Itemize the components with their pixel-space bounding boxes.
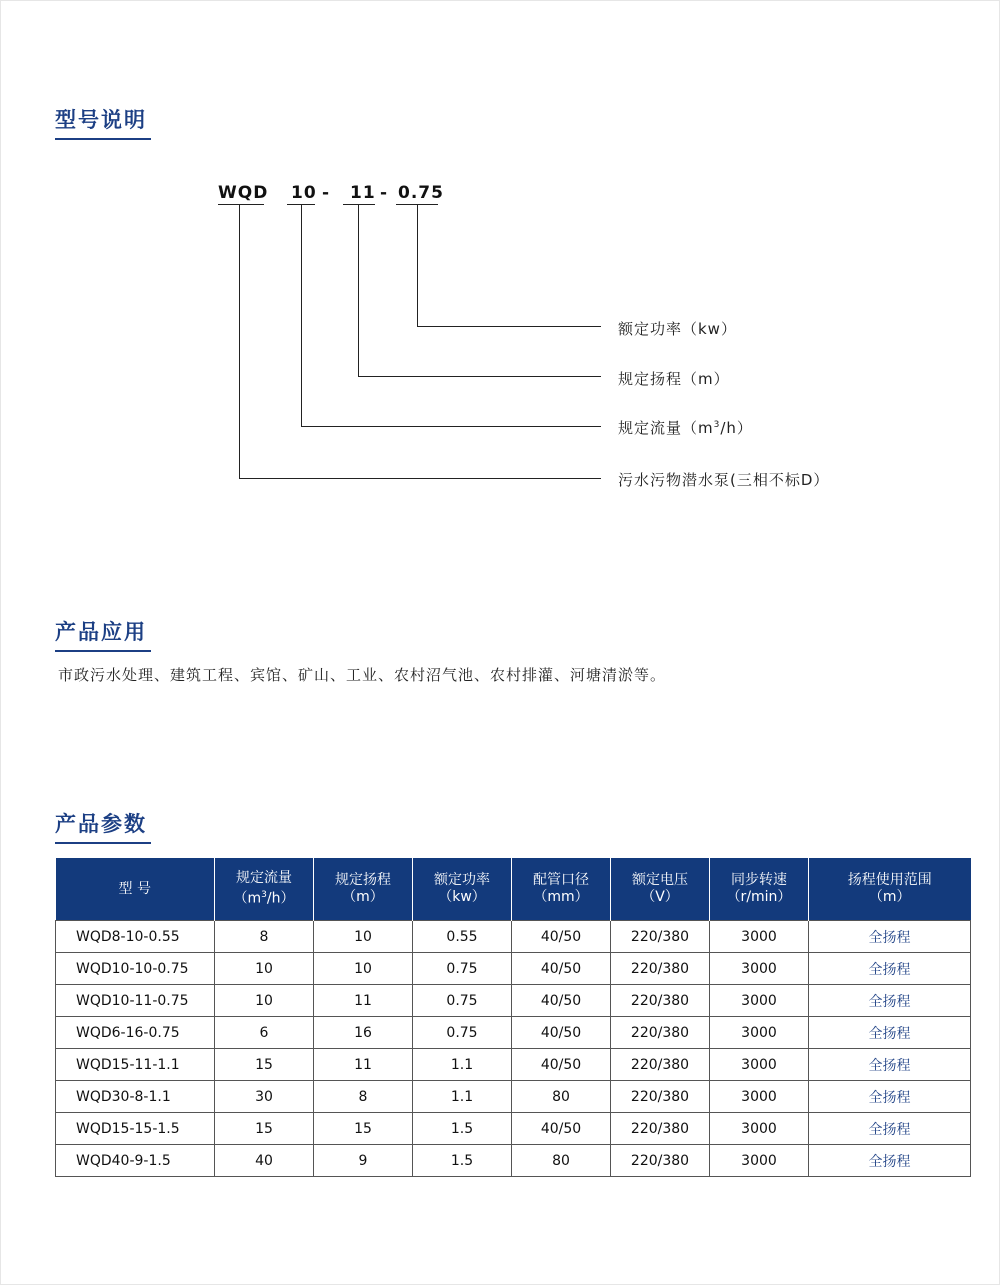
table-row — [56, 921, 971, 953]
cell-flow: 15 — [215, 1113, 314, 1145]
table-row — [56, 953, 971, 985]
code-separator-1: - — [322, 183, 331, 203]
header-flow-unit-prefix: （m — [233, 890, 262, 907]
application-text: 市政污水处理、建筑工程、宾馆、矿山、工业、农村沼气池、农村排灌、河塘清淤等。 — [58, 666, 667, 684]
cell-power: 0.75 — [413, 953, 512, 985]
connector-type-horizontal — [239, 478, 601, 479]
params-section-underline — [55, 842, 151, 844]
application-section-title: 产品应用 — [55, 620, 147, 644]
header-flow-label: 规定流量 — [236, 870, 292, 887]
cell-model: WQD30-8-1.1 — [56, 1081, 215, 1113]
connector-head-vertical — [358, 205, 359, 377]
cell-power: 1.1 — [413, 1049, 512, 1081]
cell-speed: 3000 — [710, 953, 809, 985]
cell-pipe: 40/50 — [512, 1017, 611, 1049]
cell-flow: 10 — [215, 985, 314, 1017]
cell-range: 全扬程 — [809, 1049, 971, 1081]
token-underline-head — [343, 204, 375, 205]
cell-range: 全扬程 — [809, 1081, 971, 1113]
header-range-label: 扬程使用范围 — [847, 872, 932, 888]
cell-speed: 3000 — [710, 1145, 809, 1177]
cell-head: 11 — [314, 985, 413, 1017]
table-row — [56, 1017, 971, 1049]
header-pipe — [512, 858, 611, 921]
cell-model: WQD10-11-0.75 — [56, 985, 215, 1017]
cell-power: 0.75 — [413, 1017, 512, 1049]
token-underline-type — [218, 204, 264, 205]
header-flow-unit-sup: 3 — [261, 890, 267, 901]
cell-power: 0.75 — [413, 985, 512, 1017]
cell-head: 11 — [314, 1049, 413, 1081]
table-row — [56, 985, 971, 1017]
label-rated-flow — [618, 417, 753, 438]
cell-range: 全扬程 — [809, 1113, 971, 1145]
header-speed-label: 同步转速 — [731, 872, 787, 888]
cell-pipe: 80 — [512, 1145, 611, 1177]
cell-pipe: 40/50 — [512, 921, 611, 953]
cell-model: WQD6-16-0.75 — [56, 1017, 215, 1049]
cell-range: 全扬程 — [809, 985, 971, 1017]
connector-head-horizontal — [358, 376, 601, 377]
cell-head: 8 — [314, 1081, 413, 1113]
cell-pipe: 40/50 — [512, 953, 611, 985]
header-voltage-unit: （V） — [641, 889, 679, 905]
connector-power-horizontal — [417, 326, 601, 327]
header-flow — [215, 858, 314, 921]
connector-flow-horizontal — [301, 426, 601, 427]
header-head — [314, 858, 413, 921]
cell-model: WQD10-10-0.75 — [56, 953, 215, 985]
code-token-flow: 10 — [291, 183, 317, 203]
table-row — [56, 1081, 971, 1113]
header-head-label: 规定扬程 — [335, 872, 391, 888]
table-row — [56, 1145, 971, 1177]
cell-speed: 3000 — [710, 1049, 809, 1081]
cell-model: WQD15-15-1.5 — [56, 1113, 215, 1145]
params-table — [55, 858, 971, 1177]
header-power-unit: （kw） — [438, 889, 486, 905]
cell-speed: 3000 — [710, 1017, 809, 1049]
label-rated-flow-prefix: 规定流量（m — [618, 419, 714, 437]
header-speed-unit: （r/min） — [726, 889, 792, 905]
code-token-type: WQD — [218, 183, 269, 203]
header-model-label: 型 号 — [118, 880, 151, 897]
cell-pipe: 80 — [512, 1081, 611, 1113]
header-power — [413, 858, 512, 921]
cell-power: 1.1 — [413, 1081, 512, 1113]
cell-voltage: 220/380 — [611, 1017, 710, 1049]
cell-voltage: 220/380 — [611, 1049, 710, 1081]
header-power-label: 额定功率 — [434, 872, 490, 888]
cell-flow: 40 — [215, 1145, 314, 1177]
cell-voltage: 220/380 — [611, 921, 710, 953]
cell-power: 1.5 — [413, 1145, 512, 1177]
cell-range: 全扬程 — [809, 921, 971, 953]
cell-range: 全扬程 — [809, 953, 971, 985]
header-range — [809, 858, 971, 921]
cell-flow: 10 — [215, 953, 314, 985]
cell-pipe: 40/50 — [512, 1049, 611, 1081]
application-section-underline — [55, 650, 151, 652]
model-section-underline — [55, 138, 151, 140]
cell-speed: 3000 — [710, 921, 809, 953]
cell-power: 1.5 — [413, 1113, 512, 1145]
code-separator-2: - — [380, 183, 389, 203]
label-pump-type: 污水污物潜水泵(三相不标D） — [618, 471, 830, 489]
cell-head: 15 — [314, 1113, 413, 1145]
header-head-unit: （m） — [342, 889, 384, 905]
label-rated-head: 规定扬程（m） — [618, 370, 730, 388]
table-row — [56, 1049, 971, 1081]
header-model — [56, 858, 215, 921]
cell-model: WQD40-9-1.5 — [56, 1145, 215, 1177]
connector-power-vertical — [417, 205, 418, 327]
cell-head: 10 — [314, 921, 413, 953]
connector-flow-vertical — [301, 205, 302, 427]
header-speed — [710, 858, 809, 921]
cell-flow: 30 — [215, 1081, 314, 1113]
cell-flow: 15 — [215, 1049, 314, 1081]
header-voltage-label: 额定电压 — [632, 872, 688, 888]
cell-speed: 3000 — [710, 985, 809, 1017]
label-rated-power: 额定功率（kw） — [618, 320, 737, 338]
cell-range: 全扬程 — [809, 1145, 971, 1177]
table-row — [56, 1113, 971, 1145]
cell-flow: 6 — [215, 1017, 314, 1049]
cell-model: WQD8-10-0.55 — [56, 921, 215, 953]
table-body — [56, 921, 971, 1177]
cell-head: 16 — [314, 1017, 413, 1049]
cell-pipe: 40/50 — [512, 1113, 611, 1145]
cell-voltage: 220/380 — [611, 1145, 710, 1177]
model-section-title: 型号说明 — [55, 108, 147, 132]
cell-head: 9 — [314, 1145, 413, 1177]
cell-speed: 3000 — [710, 1081, 809, 1113]
cell-power: 0.55 — [413, 921, 512, 953]
label-rated-flow-sup: 3 — [713, 420, 721, 430]
header-voltage — [611, 858, 710, 921]
table-header-row — [56, 858, 971, 921]
cell-flow: 8 — [215, 921, 314, 953]
header-flow-unit-suffix: /h） — [266, 890, 295, 907]
cell-range: 全扬程 — [809, 1017, 971, 1049]
connector-type-vertical — [239, 205, 240, 479]
cell-voltage: 220/380 — [611, 1081, 710, 1113]
label-rated-flow-suffix: /h） — [720, 419, 753, 437]
cell-voltage: 220/380 — [611, 953, 710, 985]
cell-model: WQD15-11-1.1 — [56, 1049, 215, 1081]
code-token-power: 0.75 — [398, 183, 444, 203]
cell-head: 10 — [314, 953, 413, 985]
cell-pipe: 40/50 — [512, 985, 611, 1017]
cell-voltage: 220/380 — [611, 1113, 710, 1145]
header-pipe-label: 配管口径 — [533, 872, 589, 888]
code-token-head: 11 — [350, 183, 376, 203]
cell-voltage: 220/380 — [611, 985, 710, 1017]
cell-speed: 3000 — [710, 1113, 809, 1145]
header-pipe-unit: （mm） — [533, 889, 589, 905]
params-section-title: 产品参数 — [55, 812, 147, 836]
header-range-unit: （m） — [868, 889, 911, 905]
